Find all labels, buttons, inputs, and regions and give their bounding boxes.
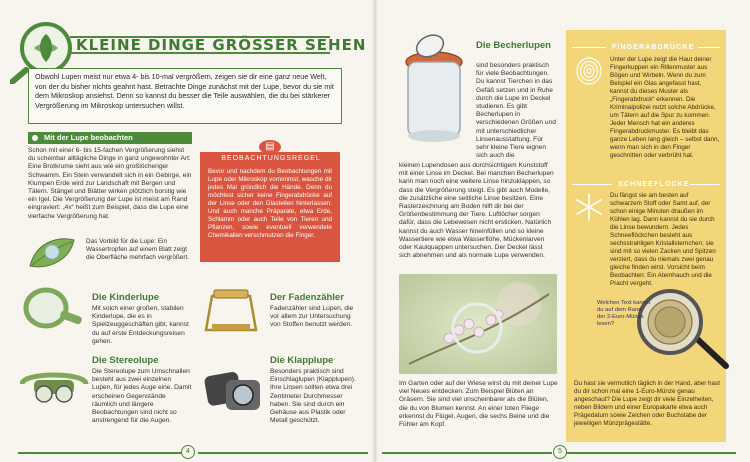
stereolupe-icon: [20, 366, 90, 408]
klapplupe-title: Die Klapplupe: [270, 355, 334, 366]
fingerprint-text: Unter der Lupe zeigt die Haut deiner Fingerkuppen ein Rillenmuster aus Bögen und Wirbeln. Wenn du zum Beispiel ein Glas angefasst hast, kannst du dieses Muster als „Fingerabdruck“ erkennen. Die Kriminalpolizei nutzt solche Abdrücke, um Tätern auf die Spur zu kommen. Jeder Mensch hat ein anderes Fingerabdruckmuster. Es bleibt das ganze Leben lang gleich – selbst dann, wenn man sich in den Finger geschnitten oder verbrüht hat.: [610, 56, 720, 159]
klapplupe-text: Besonders praktisch sind Einschlaglupen (Klapplupen). Ihre Linsen sollten etwa drei Zentimeter Durchmesser haben. Sie sind durch ein Gehäuse aus Plastik oder Metall geschützt.: [270, 368, 356, 425]
kinderlupe-text: Mit solch einer großen, stabilen Kinderlupe, die es in Spielzeuggeschäften gibt, kannst du auf erste Entdeckungsreisen gehen.: [92, 305, 189, 345]
page-number-right: 5: [553, 445, 567, 459]
observation-rule-box: [200, 152, 340, 262]
intro-text: Obwohl Lupen meist nur etwa 4- bis 10-mal vergrößern, zeigen sie dir eine ganz neue Welt, von der du bisher nichts geahnt hast. Betrachte Dinge zunächst mit der Lupe, bevor du sie mit dem Mikroskop ansiehst. Denn so kannst du besser die Teile auswählen, die du bei stärkerer Vergrößerung im Mikroskop untersuchen willst.: [35, 72, 334, 110]
kinderlupe-title: Die Kinderlupe: [92, 292, 160, 303]
rule-line: [690, 184, 720, 185]
fadenzaehler-icon: [200, 286, 262, 334]
becherlupen-text: sind besonders praktisch für viele Beobachtungen. Du kannst Tierchen in das Gefäß setzen und in Ruhe durch die Lupe im Deckel studieren. Es gibt Becherlupen in verschiedenen Größen und mit unterschiedlicher Linsenausstattung. Für sehr kleine Tiere eignen sich auch die: [476, 62, 556, 160]
snowflake-text: Du fängst sie am besten auf schwarzem Stoff oder Samt auf, der schon einige Minuten draußen im Kühlen lag. Dann kannst du sie durch die Linse bewundern. Jedes Schneeflöckchen besteht aus sechsstrahligen Kristallsternchen; sie sind mit so vielen Zacken und Spitzen verziert, dass du niemals zwei genau gleiche finden wirst. Vorsicht beim Beobachten: Ein Atemhauch und die Pracht vergeht.: [610, 192, 716, 287]
section-heading-text: Mit der Lupe beobachten: [44, 133, 133, 142]
fingerprint-icon: [574, 56, 604, 86]
bottom-rule-right-2: [566, 452, 736, 454]
page-title: KLEINE DINGE GRÖSSER SEHEN: [76, 36, 367, 54]
stereolupe-text: Die Stereolupe zum Umschnallen besteht aus zwei einzelnen Lupen, für jedes Auge eine. Damit erscheinen Gegenstände räumlich und längere Beobachtungen sind nicht so anstrengend für die Augen.: [92, 368, 192, 425]
section-heading-lupe: [28, 132, 192, 144]
intro-box: [28, 68, 342, 124]
bottom-rule-left-2: [198, 452, 368, 454]
coin-question: Welchen Text kannst du auf dem Rand der 2-Euro-Münze lesen?: [597, 300, 651, 327]
fadenzaehler-title: Der Fadenzähler: [270, 292, 344, 303]
bottom-rule-right: [382, 452, 552, 454]
book-icon: ▤: [257, 138, 283, 156]
rule-line: [698, 47, 720, 48]
lupe-body-text: Schon mit einer 6- bis 15-fachen Vergrößerung siehst du scheinbar alltägliche Dinge in ganz ungewohnter Art: Eine Brotkrume sieht aus wie ein großlöcheriger Schwamm. Ein Stein verwandelt sich in ein Gebirge, ein Klumpen Erde wird zur Landschaft mit Bergen und Tälern. Stängel und Blätter wirken plötzlich borstig wie ein Igel. Die Vergrößerung der Lupe ist meist am Rand eingraviert: „4x“ heißt zum Beispiel, dass die Lupe eine vierfache Vergrößerung hat.: [28, 147, 192, 220]
kinderlupe-icon: [22, 286, 86, 332]
leaf-droplet-icon: [28, 236, 76, 270]
rule-text: Bevor und nachdem du Beobachtungen mit Lupe oder Mikroskop vornimmst, wasche dir jedes Mal gründlich die Hände. Denn du möchtest sicher keine Fingerabdrücke auf der Linse oder den Glasteilen hinterlassen. Und auch manche Präparate, etwa Erde, Schlamm oder auch Teile von Tieren und Pflanzen, sowie eventuell verwendete Chemikalien verschmutzen die Finger.: [208, 168, 332, 239]
klapplupe-icon: [202, 364, 264, 414]
rule-line: [572, 47, 606, 48]
snowflake-heading: SCHNEEFLOCKE: [618, 179, 690, 188]
stereolupe-title: Die Stereolupe: [92, 355, 159, 366]
bullet-dot-icon: [32, 135, 38, 141]
snowflake-icon: [574, 192, 604, 222]
coin-answer-text: Du hast sie vermutlich täglich in der Hand, aber hast du dir schon mal eine 1-Euro-Münze genau angeschaut? Die Lupe zeigt dir viele Einzelheiten, neben Bildern und einer Europakarte etwa auch Prägedatum sowie Zeichen oder Buchstabe der jeweiligen Münzprägestätte.: [574, 380, 720, 427]
rule-line: [572, 184, 612, 185]
fadenzaehler-text: Fadenzähler sind Lupen, die vor allem zur Untersuchung von Stoffen benutzt werden.: [270, 305, 354, 329]
becherlupe-icon: [400, 32, 470, 144]
blossom-photo: [399, 274, 557, 374]
book-gutter: [372, 0, 378, 462]
becherlupen-text-wide: kleinen Lupendosen aus durchsichtigem Kunststoff mit einer Linse im Deckel. Bei manchen Becherlupen kann man noch eine weitere Linse hinzuklappen, so dass die Vergrößerung steigt. Es gibt auch Modelle, die zusätzliche eine seitliche Linse besitzen. Eine Rasterzeichnung am Boden hilft dir bei der Größenbestimmung der Tiere. Luftlöcher sorgen dafür, dass die Lebewesen nicht ersticken. Natürlich kannst du auch Wasser hineinfüllen und so kleine Wassertiere wie etwa Wasserflöhe, Mückenlarven oder Kaulquappen untersuchen. Der Deckel lässt sich abnehmen und als normale Lupe verwenden.: [399, 162, 554, 260]
blossom-photo-graphic: [399, 274, 557, 374]
photo-caption: Im Garten oder auf der Wiese wirst du mit deiner Lupe viel Neues entdecken. Zum Beispiel Blüten an Gräsern. Sie sind viel unscheinbarer als die Blüten, die du von Blumen kennst. An einer toten Fliege erkennst du Flügel, Augen, die sechs Beine und die Fühler am Kopf.: [399, 380, 558, 429]
fingerprint-heading: FINGERABDRÜCKE: [612, 42, 695, 51]
page-number-left: 4: [181, 445, 195, 459]
rule-title: BEOBACHTUNGSREGEL: [221, 155, 321, 162]
becherlupen-title: Die Becherlupen: [476, 40, 551, 51]
leaf-caption: Das Vorbild für die Lupe: Ein Wassertropfen auf einem Blatt zeigt die Oberfläche mehrfach vergrößert.: [86, 238, 190, 261]
bottom-rule-left: [18, 452, 188, 454]
